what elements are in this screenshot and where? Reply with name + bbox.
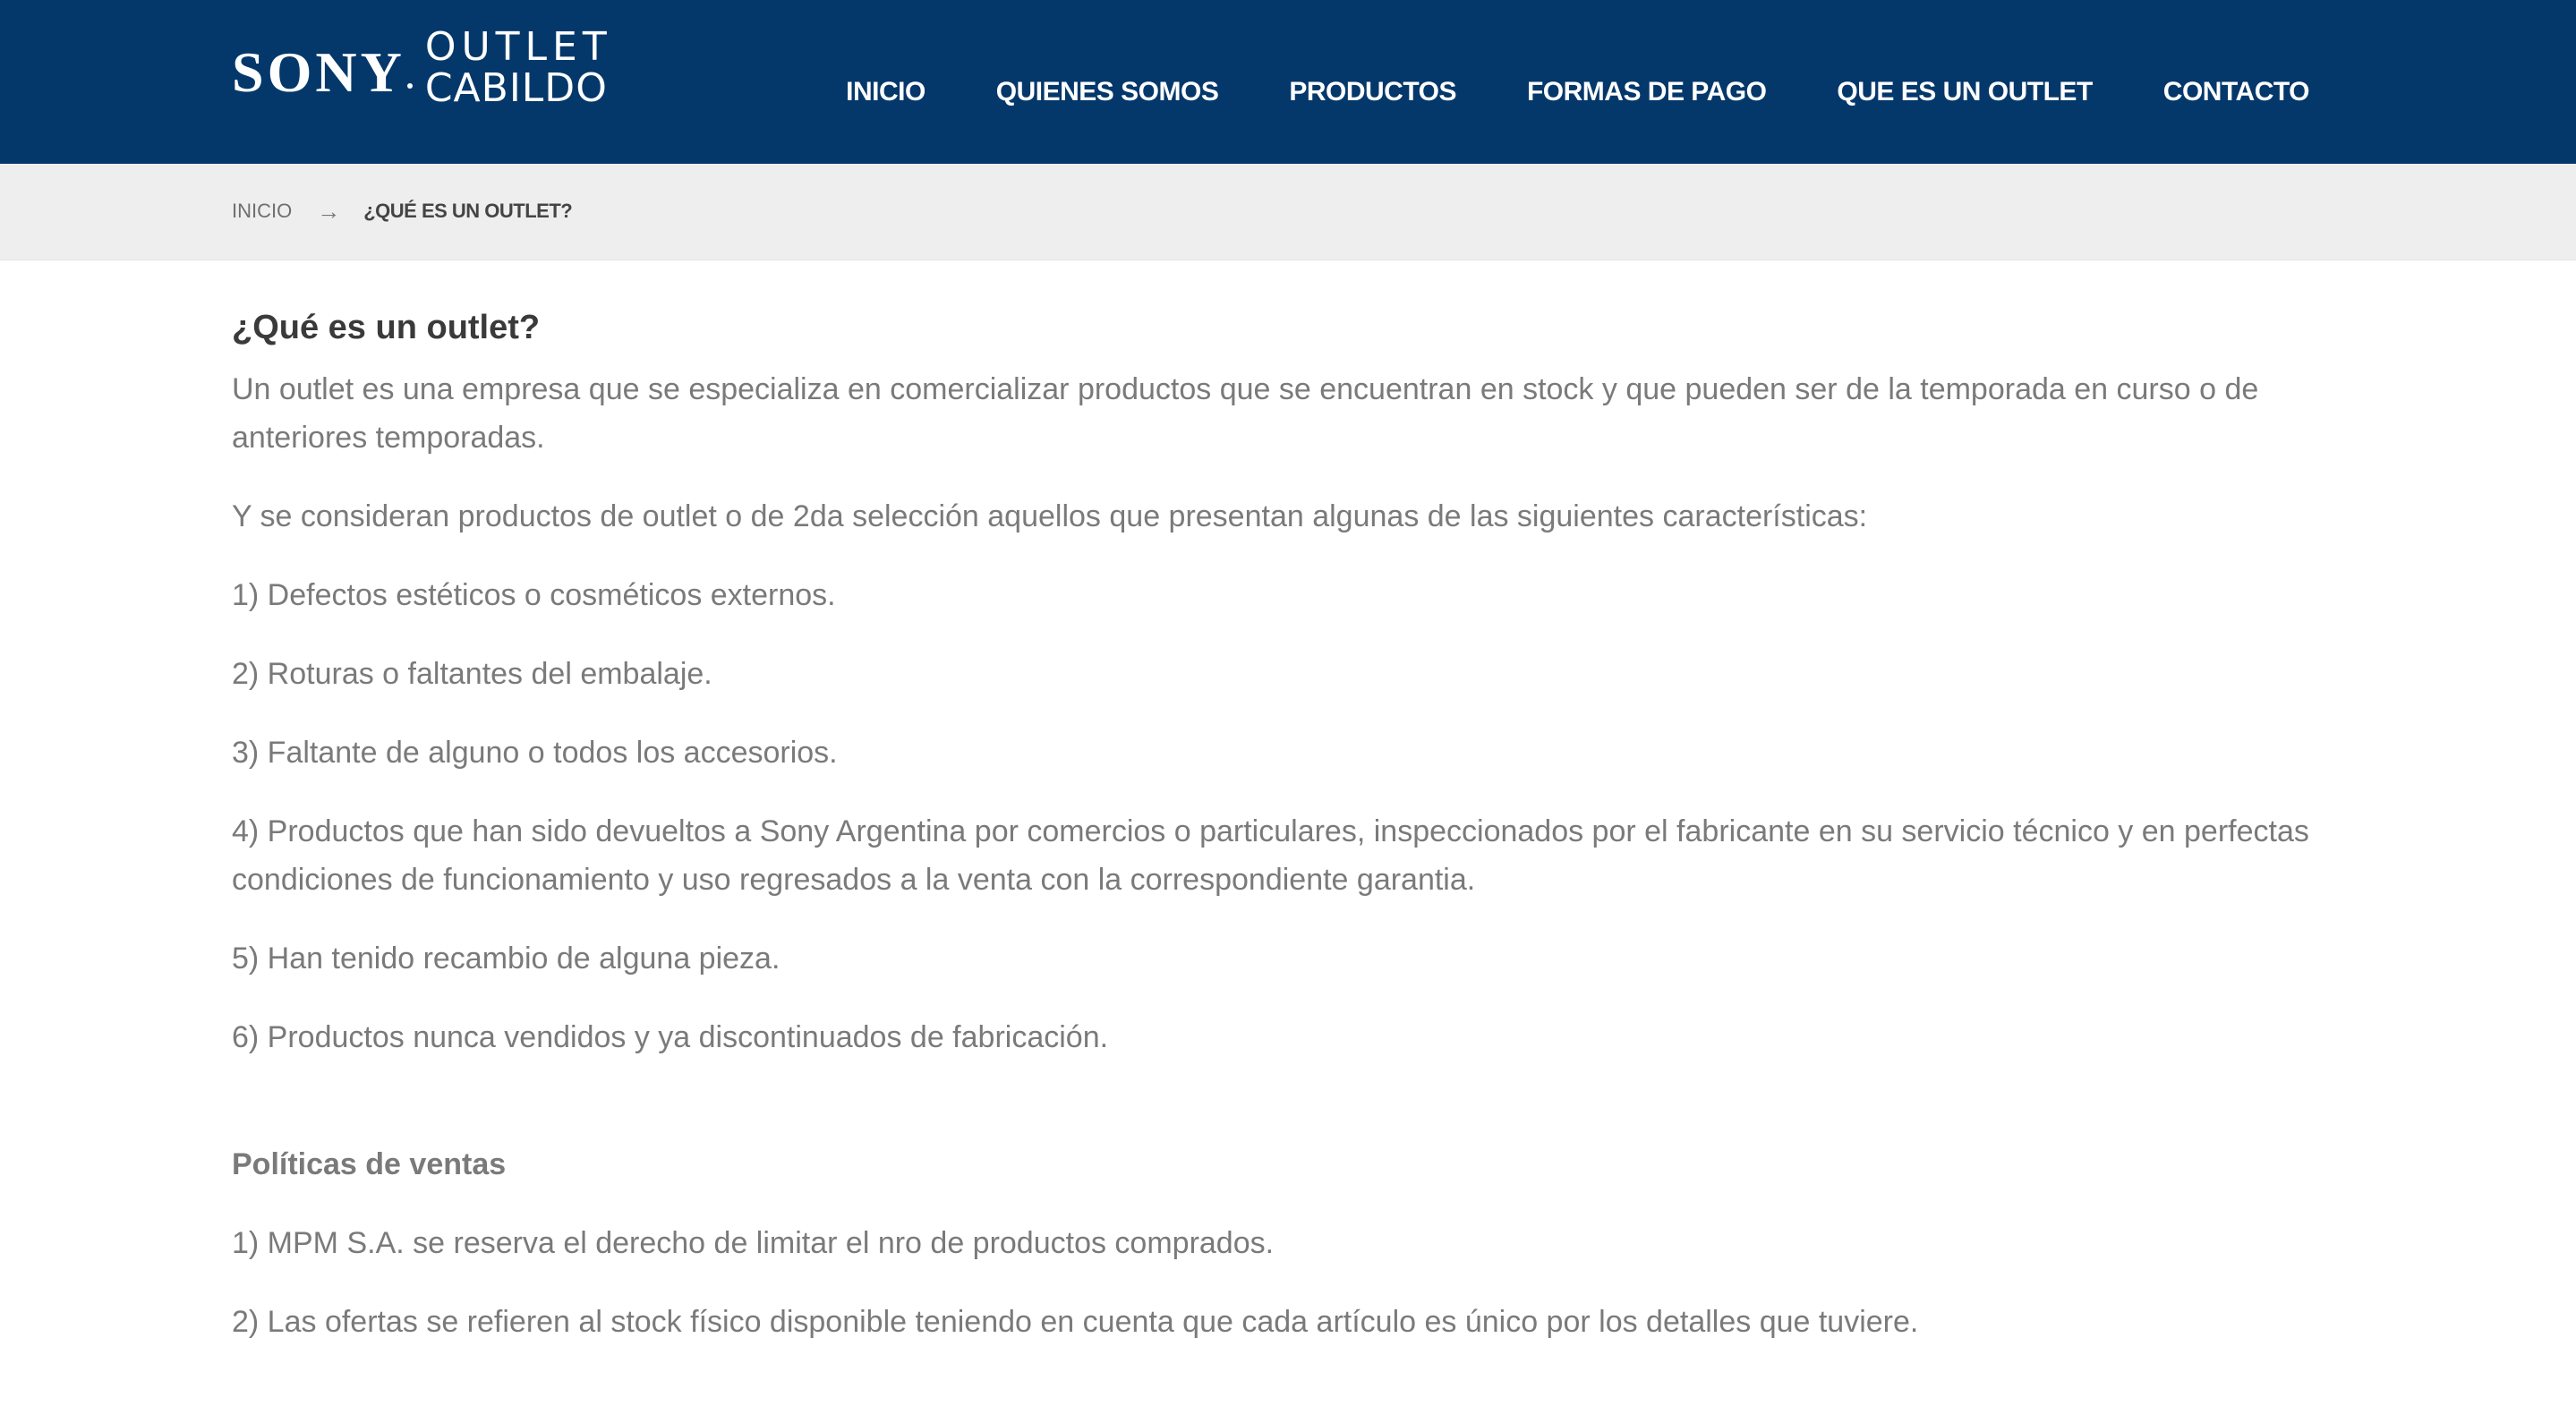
main-nav — [846, 72, 2309, 113]
breadcrumb-arrow-icon: → — [317, 198, 341, 225]
lead-paragraph: Y se consideran productos de outlet o de 2da selección aquellos que presentan algunas de las siguientes características: — [232, 499, 1868, 533]
logo-subtitle-line2: CABILDO — [424, 65, 608, 111]
intro-paragraph: Un outlet es una empresa que se especializa en comercializar productos que se encuentran en stock y que pueden ser de la temporada en curso o de anteriores temporadas. — [232, 372, 2259, 455]
characteristic-item: 6) Productos nunca vendidos y ya discontinuados de fabricación. — [232, 1020, 1109, 1054]
characteristic-item: 2) Roturas o faltantes del embalaje. — [232, 657, 712, 691]
site-logo[interactable] — [232, 23, 661, 113]
logo-subtitle-line1: OUTLET — [424, 24, 612, 70]
policy-item: 1) MPM S.A. se reserva el derecho de limitar el nro de productos comprados. — [232, 1226, 1275, 1260]
logo-subtitle — [424, 24, 612, 111]
policies-heading: Políticas de ventas — [232, 1147, 507, 1181]
characteristic-item: 1) Defectos estéticos o cosméticos externos. — [232, 578, 836, 612]
site-header — [0, 0, 2576, 164]
characteristic-item: 4) Productos que han sido devueltos a Sony Argentina por comercios o particulares, inspeccionados por el fabricante en su servicio técnico y en perfectas condiciones de funcionamiento y uso regresados a la venta con la correspondiente garantia. — [232, 814, 2309, 897]
breadcrumb — [232, 198, 572, 225]
characteristic-item: 5) Han tenido recambio de alguna pieza. — [232, 942, 780, 976]
breadcrumb-current: ¿QUÉ ES UN OUTLET? — [363, 200, 573, 222]
characteristic-item: 3) Faltante de alguno o todos los accesorios. — [232, 736, 838, 770]
policy-item: 2) Las ofertas se refieren al stock físico disponible teniendo en cuenta que cada artículo es único por los detalles que tuviere. — [232, 1305, 1919, 1339]
nav-item-formas-de-pago[interactable]: FORMAS DE PAGO — [1526, 77, 1767, 107]
breadcrumb-home-link[interactable]: INICIO — [232, 200, 293, 222]
logo-dot — [407, 83, 413, 89]
article-content — [232, 301, 2326, 1376]
logo-sony-text: SONY — [232, 40, 405, 104]
page-title: ¿Qué es un outlet? — [232, 309, 541, 346]
nav-item-productos[interactable]: PRODUCTOS — [1289, 77, 1456, 107]
nav-item-inicio[interactable]: INICIO — [846, 77, 925, 107]
breadcrumb-bar — [0, 164, 2576, 260]
nav-item-que-es-un-outlet[interactable]: QUE ES UN OUTLET — [1837, 77, 2093, 107]
nav-item-contacto[interactable]: CONTACTO — [2162, 77, 2309, 107]
nav-item-quienes-somos[interactable]: QUIENES SOMOS — [995, 77, 1219, 107]
